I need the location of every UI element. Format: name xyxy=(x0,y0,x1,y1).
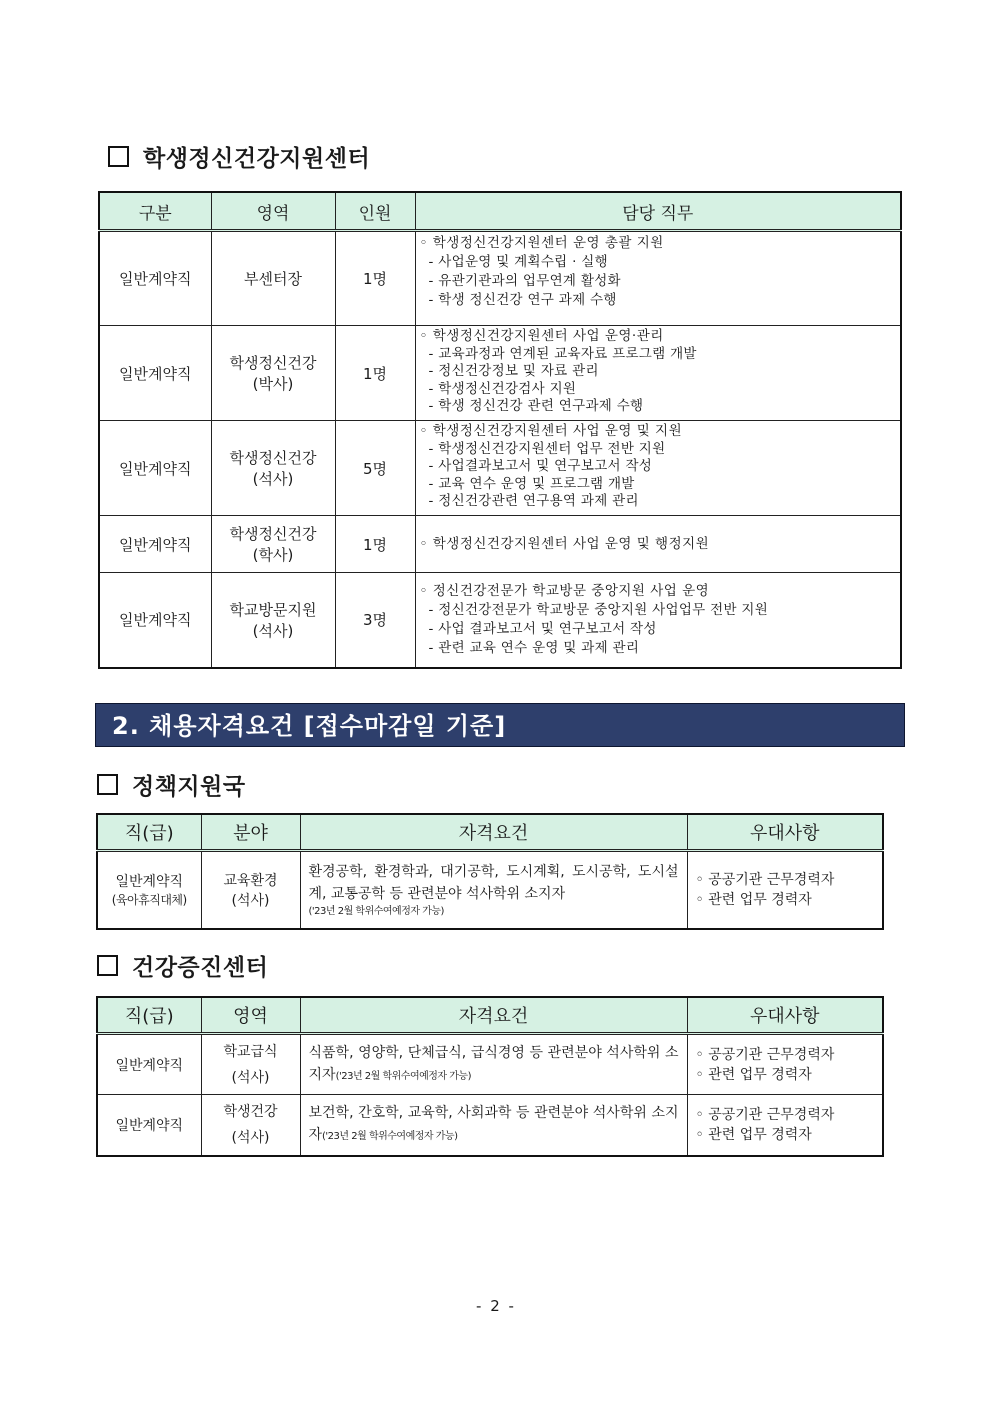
table-row xyxy=(99,326,901,421)
cell-field xyxy=(201,1095,300,1156)
table-row xyxy=(97,1095,883,1156)
duty-sub: - 정신건강전문가 학교방문 중앙지원 사업업무 전반 지원 xyxy=(428,601,769,618)
cell-duty xyxy=(415,231,901,326)
preference-item: ◦ 공공기관 근무경력자 xyxy=(695,871,835,888)
table-row xyxy=(97,1034,883,1095)
cell-qualification xyxy=(300,851,687,929)
table-header-row xyxy=(97,814,883,851)
col-header: 우대사항 xyxy=(687,814,883,851)
area-line: (석사) xyxy=(252,621,294,640)
col-header: 인원 xyxy=(335,192,415,231)
cell-area xyxy=(211,231,335,326)
col-header: 담당 직무 xyxy=(415,192,901,231)
table-row xyxy=(99,421,901,516)
section-heading-mental-health xyxy=(108,140,370,173)
cell-duty xyxy=(415,421,901,516)
checkbox-square-icon xyxy=(97,774,118,795)
duty-sub: - 교육과정과 연계된 교육자료 프로그램 개발 xyxy=(428,345,697,362)
cell-type: 일반계약직 xyxy=(99,573,211,668)
col-header: 구분 xyxy=(99,192,211,231)
duty-sub: - 학생 정신건강 관련 연구과제 수행 xyxy=(428,398,644,414)
preference-item: ◦ 관련 업무 경력자 xyxy=(695,891,812,908)
preference-item: ◦ 공공기관 근무경력자 xyxy=(695,1046,835,1063)
cell-type: 일반계약직 xyxy=(97,1034,201,1095)
cell-type: 일반계약직 xyxy=(97,1095,201,1156)
col-header: 자격요건 xyxy=(300,814,687,851)
table-row xyxy=(99,516,901,573)
qualification-note: ('23년 2월 학위수여예정자 가능) xyxy=(322,1130,458,1142)
duty-sub: - 사업결과보고서 및 연구보고서 작성 xyxy=(428,458,653,474)
cell-field xyxy=(201,851,300,929)
field-line: 교육환경 xyxy=(223,872,278,889)
cell-duty xyxy=(415,516,901,573)
duty-main: ◦ 학생정신건강지원센터 사업 운영 및 행정지원 xyxy=(419,535,710,552)
table-row xyxy=(99,231,901,326)
preference-item: ◦ 관련 업무 경력자 xyxy=(695,1126,812,1143)
area-line: (박사) xyxy=(252,375,294,393)
cell-field xyxy=(201,1034,300,1095)
qualification-text: 식품학, 영양학, 단체급식, 급식경영 등 관련분야 석사학위 소지자 xyxy=(308,1044,679,1083)
duty-sub: - 관련 교육 연수 운영 및 과제 관리 xyxy=(428,639,640,656)
table-header-row xyxy=(99,192,901,231)
col-header: 자격요건 xyxy=(300,997,687,1034)
section-heading-policy xyxy=(97,768,246,801)
qualification-note: ('23년 2월 학위수여예정자 가능) xyxy=(308,905,444,917)
policy-qualification-table xyxy=(96,813,884,930)
cell-area xyxy=(211,573,335,668)
preference-item: ◦ 공공기관 근무경력자 xyxy=(695,1106,835,1123)
area-line: (석사) xyxy=(252,470,294,488)
col-header: 영역 xyxy=(211,192,335,231)
area-line: 학생정신건강 xyxy=(229,525,317,543)
heading-text: 학생정신건강지원센터 xyxy=(143,145,371,172)
cell-type: 일반계약직 xyxy=(99,421,211,516)
duty-sub: - 사업운영 및 계획수립 · 실행 xyxy=(428,254,608,270)
cell-count: 1명 xyxy=(335,326,415,421)
section-heading-health xyxy=(97,949,268,982)
cell-duty xyxy=(415,326,901,421)
col-header: 직(급) xyxy=(97,814,201,851)
cell-qualification xyxy=(300,1034,687,1095)
cell-area xyxy=(211,516,335,573)
col-header: 분야 xyxy=(201,814,300,851)
cell-count: 1명 xyxy=(335,516,415,573)
area-line: 학생정신건강 xyxy=(229,354,317,372)
cell-type: 일반계약직 xyxy=(99,231,211,326)
cell-type: 일반계약직 xyxy=(99,516,211,573)
table-row xyxy=(97,851,883,929)
page-number: - 2 - xyxy=(476,1297,516,1315)
checkbox-square-icon xyxy=(108,146,129,167)
cell-preferences xyxy=(687,1095,883,1156)
cell-count: 5명 xyxy=(335,421,415,516)
heading-text: 정책지원국 xyxy=(132,773,246,800)
type-label: 일반계약직 xyxy=(115,874,184,891)
col-header: 영역 xyxy=(201,997,300,1034)
health-qualification-table xyxy=(96,996,884,1157)
checkbox-square-icon xyxy=(97,955,118,976)
field-line: (석사) xyxy=(231,892,270,909)
cell-area xyxy=(211,326,335,421)
cell-type xyxy=(97,851,201,929)
duty-main: ◦ 학생정신건강지원센터 운영 총괄 지원 xyxy=(419,235,664,251)
table-header-row xyxy=(97,997,883,1034)
area-line: 학교방문지원 xyxy=(229,600,317,619)
duty-main: ◦ 정신건강전문가 학교방문 중앙지원 사업 운영 xyxy=(419,582,710,599)
col-header: 직(급) xyxy=(97,997,201,1034)
duty-main: ◦ 학생정신건강지원센터 사업 운영·관리 xyxy=(419,328,664,344)
qualification-text: 보건학, 간호학, 교육학, 사회과학 등 관련분야 석사학위 소지자 xyxy=(308,1104,679,1143)
field-line: 학교급식 xyxy=(223,1043,278,1060)
cell-count: 1명 xyxy=(335,231,415,326)
section-banner: 2. 채용자격요건 [접수마감일 기준] xyxy=(95,703,905,747)
preference-item: ◦ 관련 업무 경력자 xyxy=(695,1066,812,1083)
area-line: 부센터장 xyxy=(244,270,302,288)
qualification-text: 환경공학, 환경학과, 대기공학, 도시계획, 도시공학, 도시설계, 교통공학 등 관련분야 석사학위 소지자 xyxy=(308,863,679,902)
cell-preferences xyxy=(687,1034,883,1095)
heading-text: 건강증진센터 xyxy=(132,954,269,981)
area-line: (학사) xyxy=(252,546,294,564)
cell-qualification xyxy=(300,1095,687,1156)
duty-sub: - 정신건강정보 및 자료 관리 xyxy=(428,363,599,379)
duty-sub: - 학생정신건강검사 지원 xyxy=(428,380,577,397)
type-note: (육아휴직대체) xyxy=(111,893,187,908)
duty-sub: - 사업 결과보고서 및 연구보고서 작성 xyxy=(428,620,657,637)
field-line: 학생건강 xyxy=(223,1103,278,1120)
cell-type: 일반계약직 xyxy=(99,326,211,421)
duty-sub: - 학생정신건강지원센터 업무 전반 지원 xyxy=(428,440,666,457)
table-row xyxy=(99,573,901,668)
col-header: 우대사항 xyxy=(687,997,883,1034)
cell-count: 3명 xyxy=(335,573,415,668)
cell-duty xyxy=(415,573,901,668)
field-line: (석사) xyxy=(231,1069,270,1086)
duty-sub: - 정신건강관련 연구용역 과제 관리 xyxy=(428,493,639,509)
duty-sub: - 학생 정신건강 연구 과제 수행 xyxy=(428,292,617,308)
qualification-note: ('23년 2월 학위수여예정자 가능) xyxy=(335,1070,471,1082)
field-line: (석사) xyxy=(231,1129,270,1146)
cell-area xyxy=(211,421,335,516)
mental-health-staff-table xyxy=(98,191,902,669)
duty-main: ◦ 학생정신건강지원센터 사업 운영 및 지원 xyxy=(419,423,683,439)
cell-preferences xyxy=(687,851,883,929)
duty-sub: - 유관기관과의 업무연계 활성화 xyxy=(428,273,621,289)
duty-sub: - 교육 연수 운영 및 프로그램 개발 xyxy=(428,475,635,492)
area-line: 학생정신건강 xyxy=(229,449,317,467)
